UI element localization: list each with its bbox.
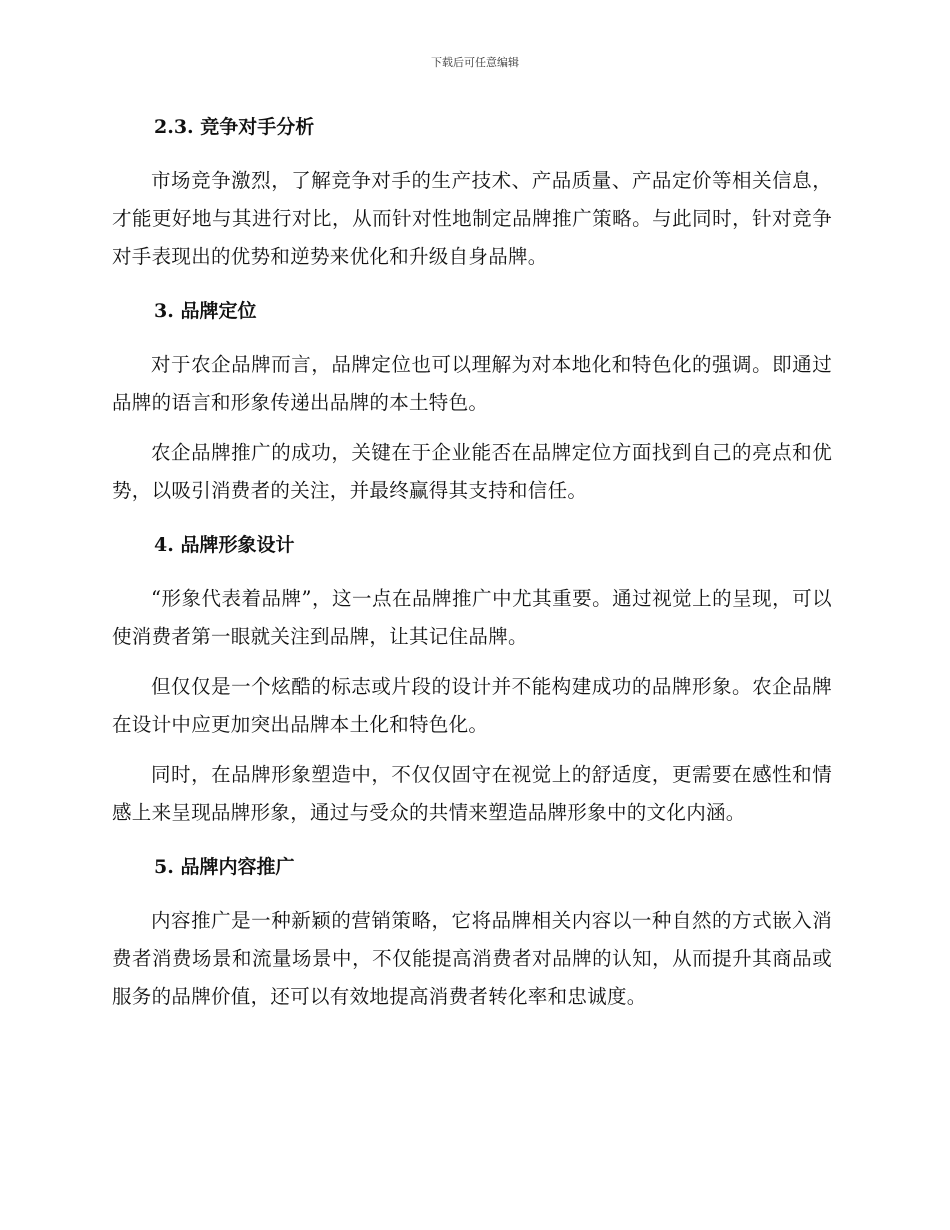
paragraph: 市场竞争激烈，了解竞争对手的生产技术、产品质量、产品定价等相关信息，才能更好地与其进行对比，从而针对性地制定品牌推广策略。与此同时，针对竞争对手表现出的优势和逆势来优化和升级自身品牌。 [112, 169, 832, 268]
paragraph: 但仅仅是一个炫酷的标志或片段的设计并不能构建成功的品牌形象。农企品牌在设计中应更加突出品牌本土化和特色化。 [112, 675, 832, 736]
paragraph: 内容推广是一种新颖的营销策略，它将品牌相关内容以一种自然的方式嵌入消费者消费场景和流量场景中，不仅能提高消费者对品牌的认知，从而提升其商品或服务的品牌价值，还可以有效地提高消费者转化率和忠诚度。 [112, 909, 832, 1008]
section-heading: 5. 品牌内容推广 [154, 856, 295, 878]
section-heading: 4. 品牌形象设计 [154, 534, 295, 556]
document-body [112, 110, 832, 1016]
section-heading: 3. 品牌定位 [154, 300, 257, 322]
page-header: 下载后可任意编辑 [431, 56, 519, 69]
paragraph: 农企品牌推广的成功，关键在于企业能否在品牌定位方面找到自己的亮点和优势，以吸引消费者的关注，并最终赢得其支持和信任。 [112, 441, 832, 502]
paragraph: “形象代表着品牌”，这一点在品牌推广中尤其重要。通过视觉上的呈现，可以使消费者第一眼就关注到品牌，让其记住品牌。 [112, 587, 832, 648]
paragraph: 同时，在品牌形象塑造中，不仅仅固守在视觉上的舒适度，更需要在感性和情感上来呈现品牌形象，通过与受众的共情来塑造品牌形象中的文化内涵。 [112, 763, 832, 824]
section-heading: 2.3. 竞争对手分析 [154, 116, 315, 138]
paragraph: 对于农企品牌而言，品牌定位也可以理解为对本地化和特色化的强调。即通过品牌的语言和形象传递出品牌的本土特色。 [112, 353, 832, 414]
